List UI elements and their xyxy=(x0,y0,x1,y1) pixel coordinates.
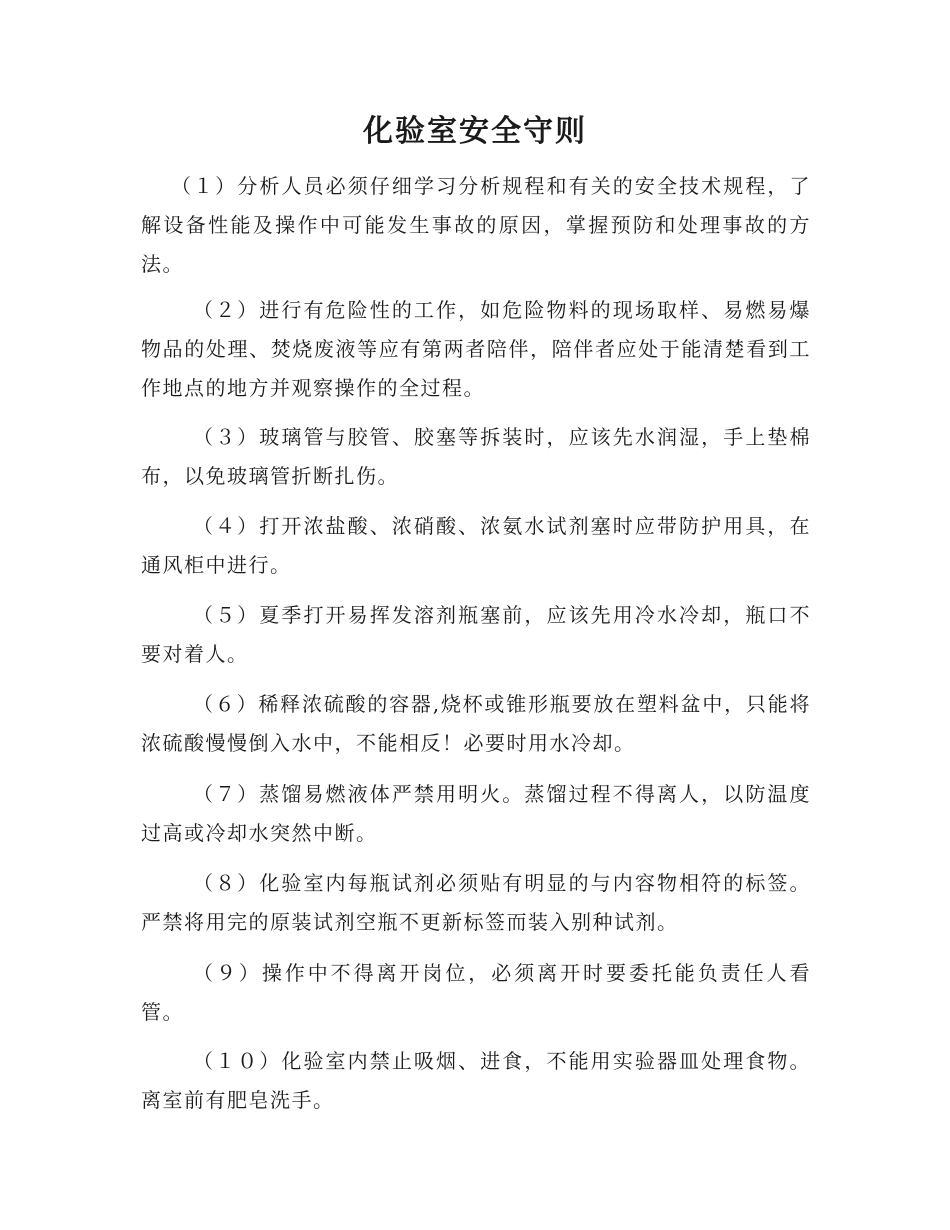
rule-paragraph-10: （１０）化验室内禁止吸烟、进食，不能用实验器皿处理食物。离室前有肥皂洗手。 xyxy=(141,1049,811,1112)
rule-paragraph-3: （３）玻璃管与胶管、胶塞等拆装时，应该先水润湿，手上垫棉布，以免玻璃管折断扎伤。 xyxy=(141,425,811,488)
rule-paragraph-8: （８）化验室内每瓶试剂必须贴有明显的与内容物相符的标签。严禁将用完的原装试剂空瓶不更新标签而装入别种试剂。 xyxy=(141,871,811,934)
rule-paragraph-6: （６）稀释浓硫酸的容器,烧杯或锥形瓶要放在塑料盆中，只能将浓硫酸慢慢倒入水中，不能相反！必要时用水冷却。 xyxy=(141,692,811,755)
rule-paragraph-5: （５）夏季打开易挥发溶剂瓶塞前，应该先用冷水冷却，瓶口不要对着人。 xyxy=(141,603,811,666)
page-title: 化验室安全守则 xyxy=(363,114,587,149)
rule-paragraph-4: （４）打开浓盐酸、浓硝酸、浓氨水试剂塞时应带防护用具，在通风柜中进行。 xyxy=(141,514,811,577)
rule-paragraph-9: （９）操作中不得离开岗位，必须离开时要委托能负责任人看管。 xyxy=(141,961,811,1024)
rule-paragraph-2: （２）进行有危险性的工作，如危险物料的现场取样、易燃易爆物品的处理、焚烧废液等应有第两者陪伴，陪伴者应处于能清楚看到工作地点的地方并观察操作的全过程。 xyxy=(141,298,811,400)
rule-paragraph-7: （７）蒸馏易燃液体严禁用明火。蒸馏过程不得离人，以防温度过高或冷却水突然中断。 xyxy=(141,782,811,845)
rule-paragraph-1: （１）分析人员必须仔细学习分析规程和有关的安全技术规程，了解设备性能及操作中可能发生事故的原因，掌握预防和处理事故的方法。 xyxy=(141,174,811,276)
